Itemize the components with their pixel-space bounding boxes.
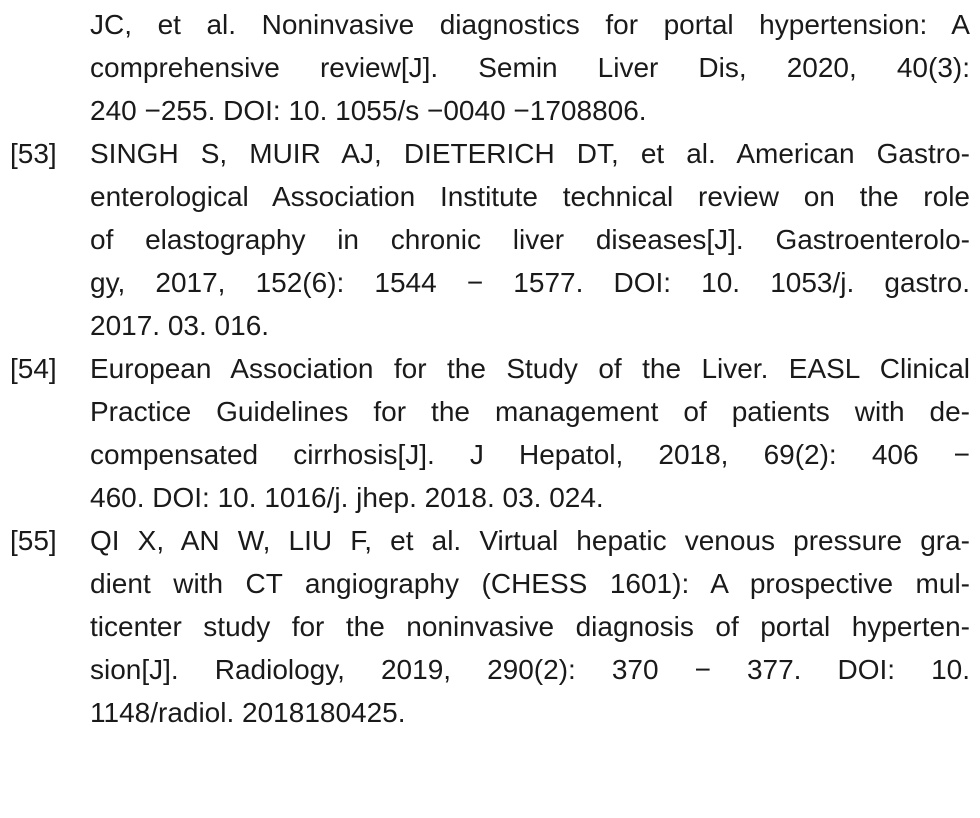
reference-line	[0, 520, 980, 562]
reference-line	[0, 649, 980, 691]
reference-text: SINGH S, MUIR AJ, DIETERICH DT, et al. American Gastro-	[90, 138, 970, 169]
reference-number: [53]	[10, 138, 57, 169]
reference-text: QI X, AN W, LIU F, et al. Virtual hepatic venous pressure gra-	[90, 525, 970, 556]
reference-text: comprehensive review[J]. Semin Liver Dis, 2020, 40(3):	[90, 52, 970, 83]
reference-number: [54]	[10, 353, 57, 384]
reference-number: [55]	[10, 525, 57, 556]
reference-text: JC, et al. Noninvasive diagnostics for portal hypertension: A	[90, 9, 970, 40]
reference-line	[0, 348, 980, 390]
reference-text: 1148/radiol. 2018180425.	[90, 697, 406, 728]
reference-text: of elastography in chronic liver diseases[J]. Gastroenterolo-	[90, 224, 970, 255]
reference-line	[0, 477, 980, 519]
reference-line	[0, 563, 980, 605]
reference-text: 240 −255. DOI: 10. 1055/s −0040 −1708806.	[90, 95, 647, 126]
reference-text: gy, 2017, 152(6): 1544 − 1577. DOI: 10. 1053/j. gastro.	[90, 267, 970, 298]
reference-line	[0, 434, 980, 476]
reference-text: dient with CT angiography (CHESS 1601): A prospective mul-	[90, 568, 970, 599]
reference-line	[0, 4, 980, 46]
reference-text: compensated cirrhosis[J]. J Hepatol, 2018, 69(2): 406 −	[90, 439, 970, 470]
reference-line	[0, 90, 980, 132]
reference-line	[0, 262, 980, 304]
reference-text: European Association for the Study of the Liver. EASL Clinical	[90, 353, 970, 384]
reference-line	[0, 305, 980, 347]
reference-line	[0, 176, 980, 218]
reference-line	[0, 391, 980, 433]
reference-line	[0, 606, 980, 648]
reference-line	[0, 219, 980, 261]
reference-line	[0, 692, 980, 734]
reference-text: sion[J]. Radiology, 2019, 290(2): 370 − 377. DOI: 10.	[90, 654, 970, 685]
reference-text: 460. DOI: 10. 1016/j. jhep. 2018. 03. 024.	[90, 482, 604, 513]
reference-text: enterological Association Institute technical review on the role	[90, 181, 970, 212]
reference-text: 2017. 03. 016.	[90, 310, 270, 341]
reference-text: Practice Guidelines for the management of patients with de-	[90, 396, 970, 427]
reference-line	[0, 133, 980, 175]
reference-text: ticenter study for the noninvasive diagnosis of portal hyperten-	[90, 611, 970, 642]
reference-line	[0, 47, 980, 89]
